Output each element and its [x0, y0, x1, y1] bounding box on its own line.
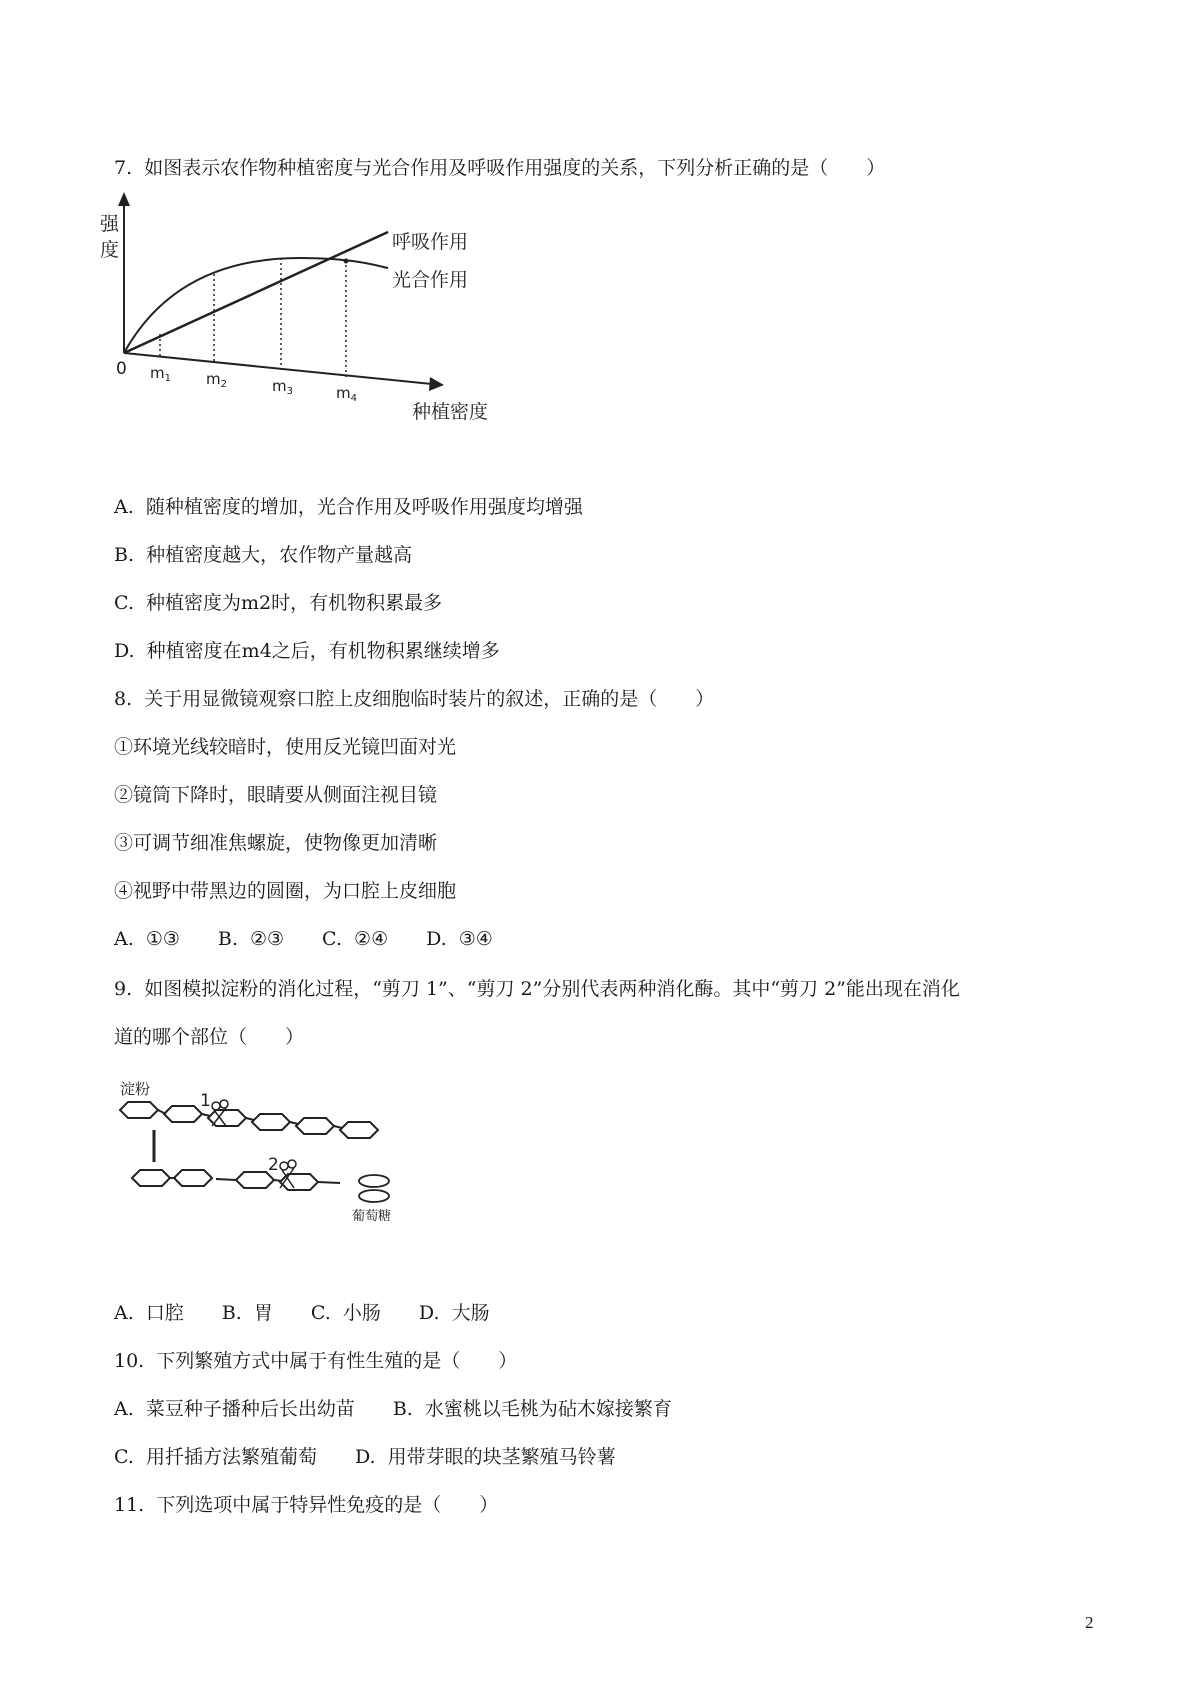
tick-m4: $m_4$ — [336, 384, 357, 404]
scissor-2-label: 2 — [268, 1155, 279, 1175]
y-label-2: 度 — [100, 239, 120, 261]
q7-option-c: C. 种植密度为m2时，有机物积累最多 — [114, 592, 443, 614]
x-axis-label: 种植密度 — [412, 401, 489, 423]
q8-statement-3: ③可调节细准焦螺旋，使物像更加清晰 — [114, 832, 438, 854]
q8-statement-2: ②镜筒下降时，眼睛要从侧面注视目镜 — [114, 784, 438, 806]
q7-stem: 7. 如图表示农作物种植密度与光合作用及呼吸作用强度的关系，下列分析正确的是（ ） — [114, 157, 886, 179]
q7-figure — [100, 188, 520, 433]
respiration-line — [124, 232, 388, 353]
glucose-label: 葡萄糖 — [352, 1209, 392, 1224]
photosynthesis-label: 光合作用 — [392, 269, 469, 291]
tick-m3: $m_3$ — [272, 377, 293, 397]
x-axis-arrow — [429, 377, 444, 391]
scissor-1-label: 1 — [200, 1091, 211, 1111]
q8-statement-4: ④视野中带黑边的圆圈，为口腔上皮细胞 — [114, 880, 457, 902]
tick-m2: $m_2$ — [206, 370, 227, 390]
q9-stem-line1: 9. 如图模拟淀粉的消化过程，“剪刀 1”、“剪刀 2”分别代表两种消化酶。其中“剪刀 2”能出现在消化 — [114, 978, 960, 1000]
y-label-1: 强 — [100, 213, 120, 235]
q10-options-line1: A. 菜豆种子播种后长出幼苗 B. 水蜜桃以毛桃为砧木嫁接繁育 — [114, 1398, 672, 1420]
q8-statement-1: ①环境光线较暗时，使用反光镜凹面对光 — [114, 736, 457, 758]
q8-stem: 8. 关于用显微镜观察口腔上皮细胞临时装片的叙述，正确的是（ ） — [114, 688, 715, 710]
starch-chain-bottom — [132, 1170, 389, 1202]
q9-stem-line2: 道的哪个部位（ ） — [114, 1026, 305, 1048]
tick-m1: $m_1$ — [150, 364, 171, 384]
origin-label: 0 — [116, 359, 127, 379]
starch-chain-top — [120, 1102, 378, 1138]
photosynthesis-curve — [124, 258, 388, 353]
q7-option-d: D. 种植密度在m4之后，有机物积累继续增多 — [114, 640, 500, 662]
q9-options: A. 口腔 B. 胃 C. 小肠 D. 大肠 — [114, 1302, 490, 1324]
starch-label: 淀粉 — [120, 1080, 151, 1098]
q7-option-b: B. 种植密度越大，农作物产量越高 — [114, 544, 413, 566]
y-axis-arrow — [118, 192, 130, 206]
respiration-label: 呼吸作用 — [392, 231, 469, 253]
q9-figure — [118, 1080, 438, 1270]
q8-options: A. ①③ B. ②③ C. ②④ D. ③④ — [114, 928, 493, 950]
q10-options-line2: C. 用扦插方法繁殖葡萄 D. 用带芽眼的块茎繁殖马铃薯 — [114, 1446, 616, 1468]
q10-stem: 10. 下列繁殖方式中属于有性生殖的是（ ） — [114, 1350, 518, 1372]
q11-stem: 11. 下列选项中属于特异性免疫的是（ ） — [114, 1494, 499, 1516]
q7-option-a: A. 随种植密度的增加，光合作用及呼吸作用强度均增强 — [114, 496, 583, 518]
page-number: 2 — [1085, 1613, 1094, 1632]
intersection-point — [344, 259, 349, 264]
